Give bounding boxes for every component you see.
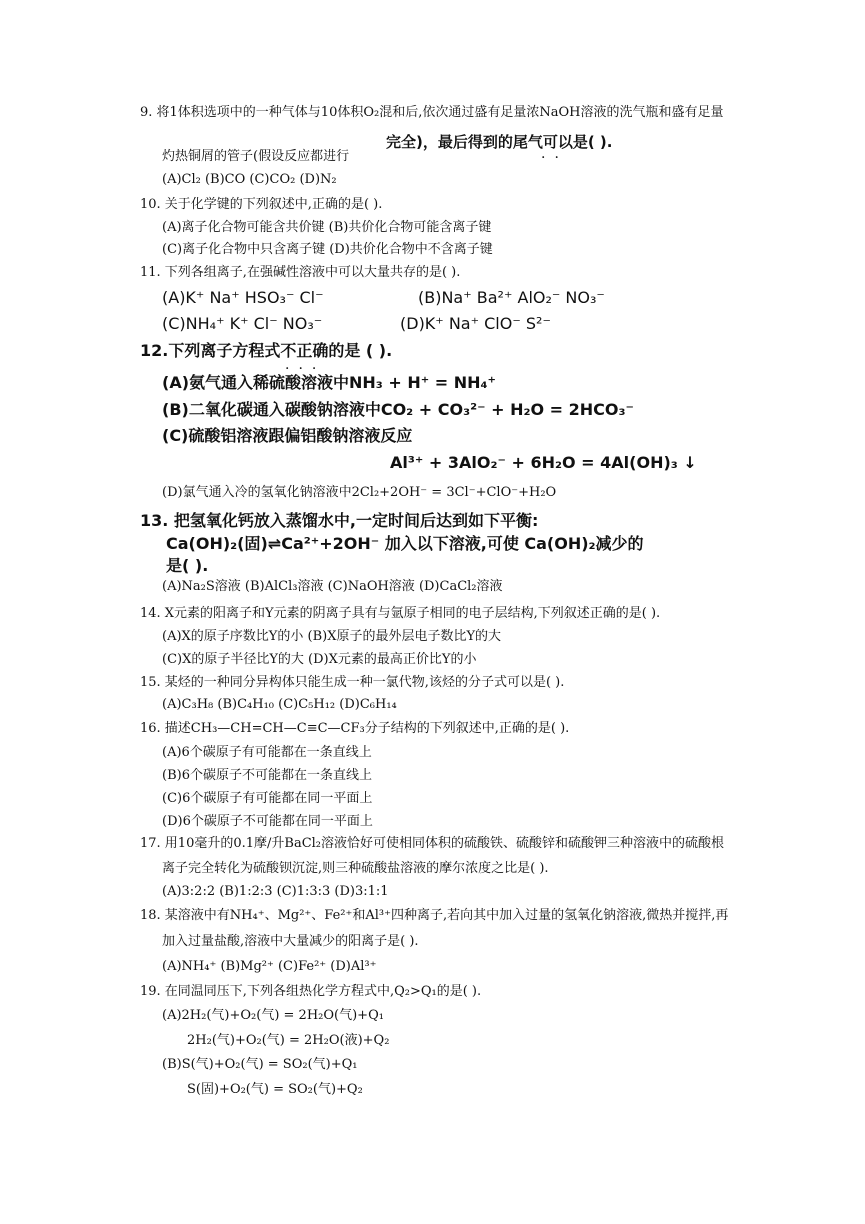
q15-stem: 15. 某烃的一种同分异构体只能生成一种一氯代物,该烃的分子式可以是( ). [140,675,565,690]
q10-options-cd: (C)离子化合物中只含离子键 (D)共价化合物中不含离子键 [162,242,493,257]
q19-option-a-line2: 2H₂(气)+O₂(气) = 2H₂O(液)+Q₂ [187,1033,390,1048]
q18-stem-line2: 加入过量盐酸,溶液中大量减少的阳离子是( ). [162,934,419,949]
q9-stem-line1: 9. 将1体积选项中的一种气体与10体积O₂混和后,依次通过盛有足量浓NaOH溶液的洗气瓶和盛有足量 [140,105,724,120]
q13-options: (A)Na₂S溶液 (B)AlCl₃溶液 (C)NaOH溶液 (D)CaCl₂溶液 [162,579,503,594]
q12-stem: 12.下列离子方程式不正确的是 ( ). [140,341,393,360]
q16-option-a: (A)6个碳原子有可能都在一条直线上 [162,745,372,760]
q16-option-c: (C)6个碳原子有可能都在同一平面上 [162,791,373,806]
q12-option-c-equation: Al³⁺ + 3AlO₂⁻ + 6H₂O = 4Al(OH)₃ ↓ [390,453,697,472]
q17-options: (A)3:2:2 (B)1:2:3 (C)1:3:3 (D)3:1:1 [162,884,389,899]
q11-option-c: (C)NH₄⁺ K⁺ Cl⁻ NO₃⁻ [162,314,323,333]
emphasis-dots: ·· [541,150,568,166]
q9-stem-line2: 灼热铜屑的管子(假设反应都进行 [162,149,350,164]
q18-stem-line1: 18. 某溶液中有NH₄⁺、Mg²⁺、Fe²⁺和Al³⁺四种离子,若向其中加入过量的氢氧化钠溶液,微热并搅拌,再 [140,908,729,923]
q19-option-a-line1: (A)2H₂(气)+O₂(气) = 2H₂O(气)+Q₁ [162,1008,384,1023]
q17-stem-line1: 17. 用10毫升的0.1摩/升BaCl₂溶液恰好可使相同体积的硫酸铁、硫酸锌和硫酸钾三种溶液中的硫酸根 [140,836,725,851]
q11-option-a: (A)K⁺ Na⁺ HSO₃⁻ Cl⁻ [162,288,324,307]
q19-stem: 19. 在同温同压下,下列各组热化学方程式中,Q₂>Q₁的是( ). [140,984,482,999]
q9-options: (A)Cl₂ (B)CO (C)CO₂ (D)N₂ [162,172,337,187]
q16-option-b: (B)6个碳原子不可能都在一条直线上 [162,768,372,783]
q13-stem-line2: Ca(OH)₂(固)⇌Ca²⁺+2OH⁻ 加入以下溶液,可使 Ca(OH)₂减少的 [166,534,644,553]
q11-stem: 11. 下列各组离子,在强碱性溶液中可以大量共存的是( ). [140,265,461,280]
q10-stem: 10. 关于化学键的下列叙述中,正确的是( ). [140,197,383,212]
q11-option-b: (B)Na⁺ Ba²⁺ AlO₂⁻ NO₃⁻ [418,288,605,307]
q12-option-d: (D)氯气通入冷的氢氧化钠溶液中2Cl₂+2OH⁻ = 3Cl⁻+ClO⁻+H₂O [162,485,557,500]
q19-option-b-line1: (B)S(气)+O₂(气) = SO₂(气)+Q₁ [162,1057,358,1072]
q11-option-d: (D)K⁺ Na⁺ ClO⁻ S²⁻ [400,314,551,333]
q12-option-b: (B)二氧化碳通入碳酸钠溶液中CO₂ + CO₃²⁻ + H₂O = 2HCO₃⁻ [162,400,634,419]
q16-option-d: (D)6个碳原子不可能都在同一平面上 [162,814,373,829]
q16-stem: 16. 描述CH₃—CH=CH—C≡C—CF₃分子结构的下列叙述中,正确的是( ). [140,721,570,736]
q14-options-cd: (C)X的原子半径比Y的大 (D)X元素的最高正价比Y的小 [162,652,477,667]
q14-options-ab: (A)X的原子序数比Y的小 (B)X原子的最外层电子数比Y的大 [162,629,502,644]
q13-stem-line1: 13. 把氢氧化钙放入蒸馏水中,一定时间后达到如下平衡: [140,511,539,530]
emphasis-dots: ··· [285,361,326,377]
q9-stem-line2-cont: 完全)，最后得到的尾气可以是( ). [386,133,613,151]
q15-options: (A)C₃H₈ (B)C₄H₁₀ (C)C₅H₁₂ (D)C₆H₁₄ [162,697,397,712]
q12-option-a: (A)氨气通入稀硫酸溶液中NH₃ + H⁺ = NH₄⁺ [162,373,496,392]
q10-options-ab: (A)离子化合物可能含共价键 (B)共价化合物可能含离子键 [162,220,492,235]
q18-options: (A)NH₄⁺ (B)Mg²⁺ (C)Fe²⁺ (D)Al³⁺ [162,959,377,974]
q14-stem: 14. X元素的阳离子和Y元素的阴离子具有与氩原子相同的电子层结构,下列叙述正确的是( ). [140,606,661,621]
q13-stem-line3: 是( ). [166,556,209,575]
q19-option-b-line2: S(固)+O₂(气) = SO₂(气)+Q₂ [187,1082,363,1097]
q17-stem-line2: 离子完全转化为硫酸钡沉淀,则三种硫酸盐溶液的摩尔浓度之比是( ). [162,861,549,876]
q12-option-c: (C)硫酸铝溶液跟偏铝酸钠溶液反应 [162,426,413,445]
